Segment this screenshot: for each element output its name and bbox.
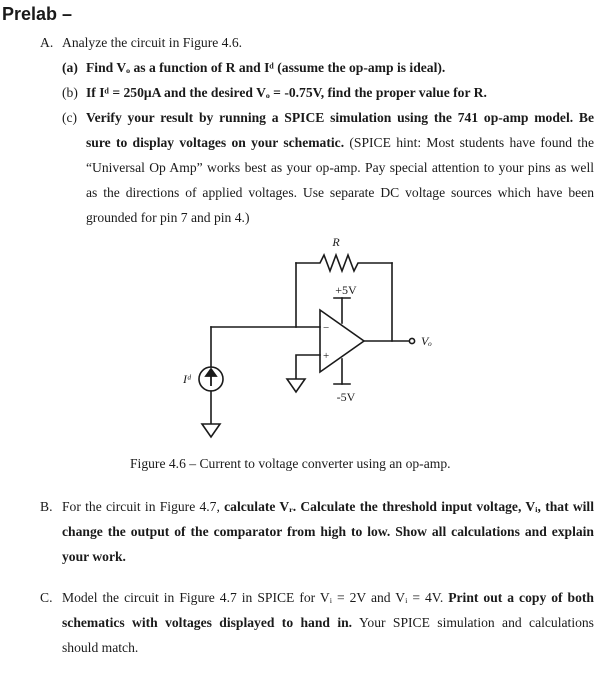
vpos-label: +5V — [335, 283, 357, 297]
minus-sign: − — [323, 322, 330, 334]
resistor — [296, 255, 392, 271]
part-c-line2 — [62, 615, 594, 631]
output-label: Vₒ — [421, 334, 432, 348]
ground-symbol-source — [202, 424, 220, 437]
part-c-label: C. — [40, 590, 53, 605]
part-b-line3: your work. — [62, 549, 126, 564]
part-a-c-line2-rest: (SPICE hint: Most students have found the — [349, 135, 594, 150]
plus-sign: + — [323, 350, 330, 362]
part-a-c-line1: Verify your result by running a SPICE simulation using the 741 op-amp model. Be — [86, 110, 594, 125]
vneg-label: -5V — [336, 390, 356, 404]
part-a-c-line3: “Universal Op Amp” works best as your op-amp. Pay special attention to your pins as well — [86, 160, 594, 175]
ground-symbol-noninverting — [287, 379, 305, 392]
part-c-line3: should match. — [62, 640, 139, 655]
part-a-c-label: (c) — [62, 110, 78, 125]
part-a-label: A. — [40, 35, 54, 50]
part-c-line1 — [62, 590, 594, 606]
page-title: Prelab – — [2, 4, 73, 24]
part-b-line1-bold: calculate Vᵣ. Calculate the threshold input voltage, Vᵢ, that will — [224, 499, 594, 514]
part-b-line2: change the output of the comparator from high to low. Show all calculations and explain — [62, 524, 594, 539]
noninverting-input-wire — [296, 355, 320, 379]
resistor-label: R — [332, 235, 340, 249]
part-a-intro: Analyze the circuit in Figure 4.6. — [62, 35, 243, 50]
part-b-line1 — [62, 499, 594, 515]
part-a-b-label: (b) — [62, 85, 78, 100]
part-a-a-label: (a) — [62, 60, 78, 75]
part-a-b-text: If Iᵈ = 250μA and the desired Vₒ = -0.75V, find the proper value for R. — [86, 85, 487, 100]
part-a-c-line4: as the directions of applied voltages. Use separate DC voltage sources which have been — [86, 185, 594, 200]
part-c-line2-bold: schematics with voltages displayed to hand in. — [62, 615, 353, 630]
part-c-line1-plain: Model the circuit in Figure 4.7 in SPICE for Vᵢ = 2V and Vᵢ = 4V. — [62, 590, 444, 605]
part-c-line2-rest: Your SPICE simulation and calculations — [358, 615, 594, 630]
figure-caption: Figure 4.6 – Current to voltage converter using an op-amp. — [130, 456, 451, 471]
part-c-line1-bold: Print out a copy of both — [448, 590, 594, 605]
part-a-a-text: Find Vₒ as a function of R and Iᵈ (assume the op-amp is ideal). — [86, 60, 446, 75]
part-b-line1-plain: For the circuit in Figure 4.7, — [62, 499, 220, 514]
part-a-c-line5: grounded for pin 7 and pin 4.) — [86, 210, 250, 225]
output-terminal — [409, 338, 414, 343]
part-b-label: B. — [40, 499, 53, 514]
source-label: Iᵈ — [183, 372, 191, 386]
part-a-c-line2-bold: sure to display voltages on your schematic. — [86, 135, 345, 150]
current-arrow — [206, 369, 216, 376]
